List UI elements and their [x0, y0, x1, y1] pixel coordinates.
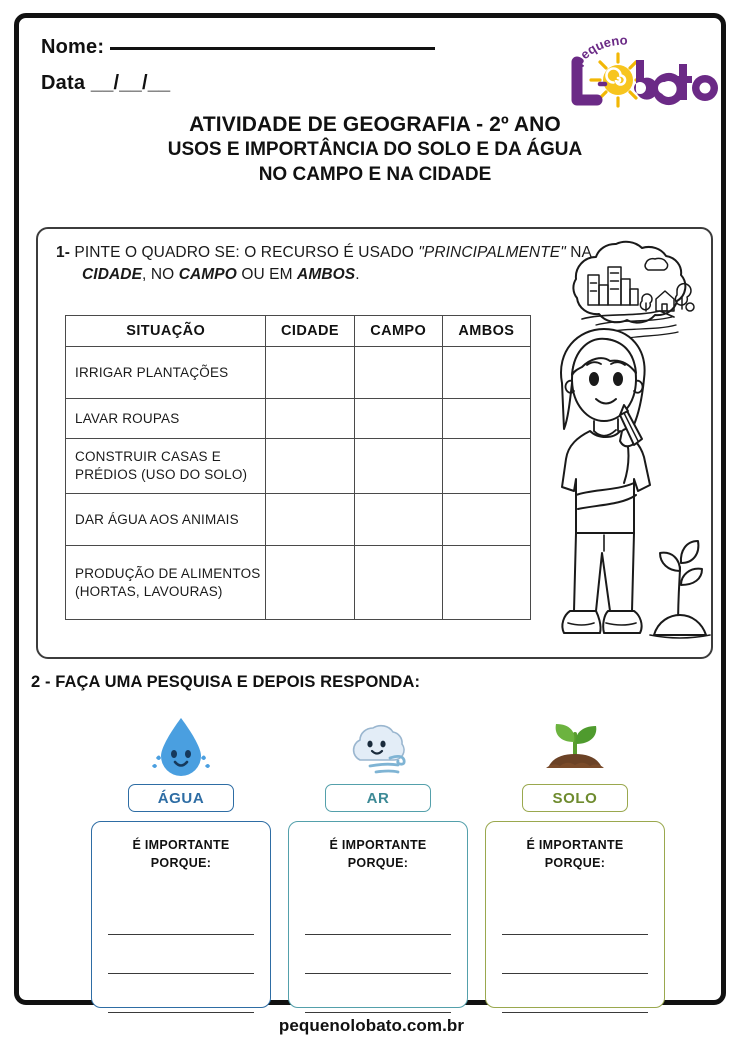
- worksheet-page-frame: [14, 13, 726, 1005]
- write-line[interactable]: [108, 896, 254, 935]
- sprout-soil-svg: [540, 716, 610, 778]
- campo-checkbox-cell[interactable]: [354, 546, 442, 620]
- girl-figure: [561, 329, 650, 633]
- write-line[interactable]: [305, 896, 451, 935]
- ambos-checkbox-cell[interactable]: [442, 347, 530, 399]
- column-header-campo: CAMPO: [354, 316, 442, 347]
- logo-svg: [561, 34, 721, 112]
- footer-site-url: pequenolobato.com.br: [278, 1016, 465, 1035]
- answer-card-ar[interactable]: [288, 821, 468, 1008]
- q1-text-part1: PINTE O QUADRO SE: O RECURSO É USADO: [74, 244, 419, 261]
- table-row: [66, 399, 531, 439]
- write-line[interactable]: [502, 896, 648, 935]
- column-header-ambos: AMBOS: [442, 316, 530, 347]
- answer-write-lines: [502, 896, 648, 1013]
- answer-card-solo[interactable]: [485, 821, 665, 1008]
- situacao-cell: CONSTRUIR CASAS E PRÉDIOS (USO DO SOLO): [66, 439, 266, 494]
- cidade-checkbox-cell[interactable]: [266, 546, 354, 620]
- q1-bold-ambos: AMBOS: [297, 266, 356, 284]
- answer-prompt: [92, 822, 270, 872]
- situacao-cell: LAVAR ROUPAS: [66, 399, 266, 439]
- date-field[interactable]: Data __/__/__: [41, 72, 171, 94]
- worksheet-title-block: [19, 112, 731, 187]
- answer-prompt-line2: PORQUE:: [150, 856, 212, 871]
- answer-card-agua[interactable]: [91, 821, 271, 1008]
- svg-text:pequeno: pequeno: [570, 34, 628, 69]
- question-1-number: 1-: [56, 244, 70, 261]
- campo-checkbox-cell[interactable]: [354, 494, 442, 546]
- table-row: [66, 494, 531, 546]
- answer-prompt-line2: PORQUE:: [544, 856, 606, 871]
- pequeno-lobato-logo: [561, 34, 721, 112]
- column-header-cidade: CIDADE: [266, 316, 354, 347]
- student-header: [41, 32, 701, 110]
- ambos-checkbox-cell[interactable]: [442, 546, 530, 620]
- q1-mid-1: , NO: [142, 266, 179, 284]
- question-1-panel: [36, 227, 713, 659]
- answer-prompt-line2: PORQUE:: [347, 856, 409, 871]
- table-row: [66, 439, 531, 494]
- water-drop-svg: [150, 714, 212, 778]
- table-row: [66, 546, 531, 620]
- ambos-checkbox-cell[interactable]: [442, 399, 530, 439]
- cidade-checkbox-cell[interactable]: [266, 347, 354, 399]
- answer-write-lines: [305, 896, 451, 1013]
- write-line[interactable]: [305, 974, 451, 1013]
- q1-bold-campo: CAMPO: [178, 266, 237, 284]
- write-line[interactable]: [108, 974, 254, 1013]
- name-field: [41, 36, 435, 59]
- page-title: ATIVIDADE DE GEOGRAFIA - 2º ANO: [189, 113, 561, 136]
- write-line[interactable]: [502, 974, 648, 1013]
- cidade-checkbox-cell[interactable]: [266, 399, 354, 439]
- q1-end-period: .: [355, 266, 360, 284]
- name-blank-rule[interactable]: [110, 47, 435, 50]
- cidade-checkbox-cell[interactable]: [266, 439, 354, 494]
- answer-prompt-line1: É IMPORTANTE: [329, 838, 427, 852]
- answer-prompt: [289, 822, 467, 872]
- sprout-soil-icon: [485, 714, 665, 778]
- q1-emph-principalmente: "PRINCIPALMENTE": [418, 244, 566, 261]
- write-line[interactable]: [305, 935, 451, 974]
- situations-table: [65, 315, 531, 620]
- campo-checkbox-cell[interactable]: [354, 399, 442, 439]
- table-header-row: [66, 316, 531, 347]
- resource-cards-row: [91, 714, 665, 1012]
- page-subtitle-2: NO CAMPO E NA CIDADE: [258, 163, 492, 185]
- answer-prompt-line1: É IMPORTANTE: [132, 838, 230, 852]
- question-2-heading: 2 - FAÇA UMA PESQUISA E DEPOIS RESPONDA:: [31, 673, 421, 691]
- cloud-wind-svg: [340, 718, 416, 778]
- sprout-icon: [650, 541, 710, 638]
- situacao-cell: IRRIGAR PLANTAÇÕES: [66, 347, 266, 399]
- table-row: [66, 347, 531, 399]
- thinking-girl-illustration: [538, 233, 713, 657]
- answer-write-lines: [108, 896, 254, 1013]
- campo-checkbox-cell[interactable]: [354, 347, 442, 399]
- q1-mid-2: OU EM: [236, 266, 298, 284]
- situacao-cell: DAR ÁGUA AOS ANIMAIS: [66, 494, 266, 546]
- column-header-situacao: SITUAÇÃO: [66, 316, 266, 347]
- answer-prompt: [486, 822, 664, 872]
- answer-prompt-line1: É IMPORTANTE: [526, 838, 624, 852]
- write-line[interactable]: [108, 935, 254, 974]
- ambos-checkbox-cell[interactable]: [442, 494, 530, 546]
- resource-label-text: ÁGUA: [157, 789, 205, 807]
- resource-label-solo: [522, 784, 628, 812]
- q1-text-part2: NA: [565, 244, 592, 261]
- q1-bold-cidade: CIDADE: [82, 266, 143, 284]
- write-line[interactable]: [502, 935, 648, 974]
- resource-label-agua: [128, 784, 234, 812]
- resource-label-ar: [325, 784, 431, 812]
- situacao-cell: PRODUÇÃO DE ALIMENTOS (HORTAS, LAVOURAS): [66, 546, 266, 620]
- name-label: Nome:: [41, 36, 105, 58]
- cloud-wind-icon: [288, 714, 468, 778]
- campo-checkbox-cell[interactable]: [354, 439, 442, 494]
- resource-column-agua: [91, 714, 271, 1012]
- ambos-checkbox-cell[interactable]: [442, 439, 530, 494]
- page-subtitle-1: USOS E IMPORTÂNCIA DO SOLO E DA ÁGUA: [167, 139, 583, 161]
- resource-label-text: AR: [366, 789, 390, 807]
- resource-column-solo: [485, 714, 665, 1012]
- water-drop-icon: [91, 714, 271, 778]
- cidade-checkbox-cell[interactable]: [266, 494, 354, 546]
- illustration-svg: [538, 233, 713, 657]
- resource-label-text: SOLO: [552, 789, 598, 807]
- resource-column-ar: [288, 714, 468, 1012]
